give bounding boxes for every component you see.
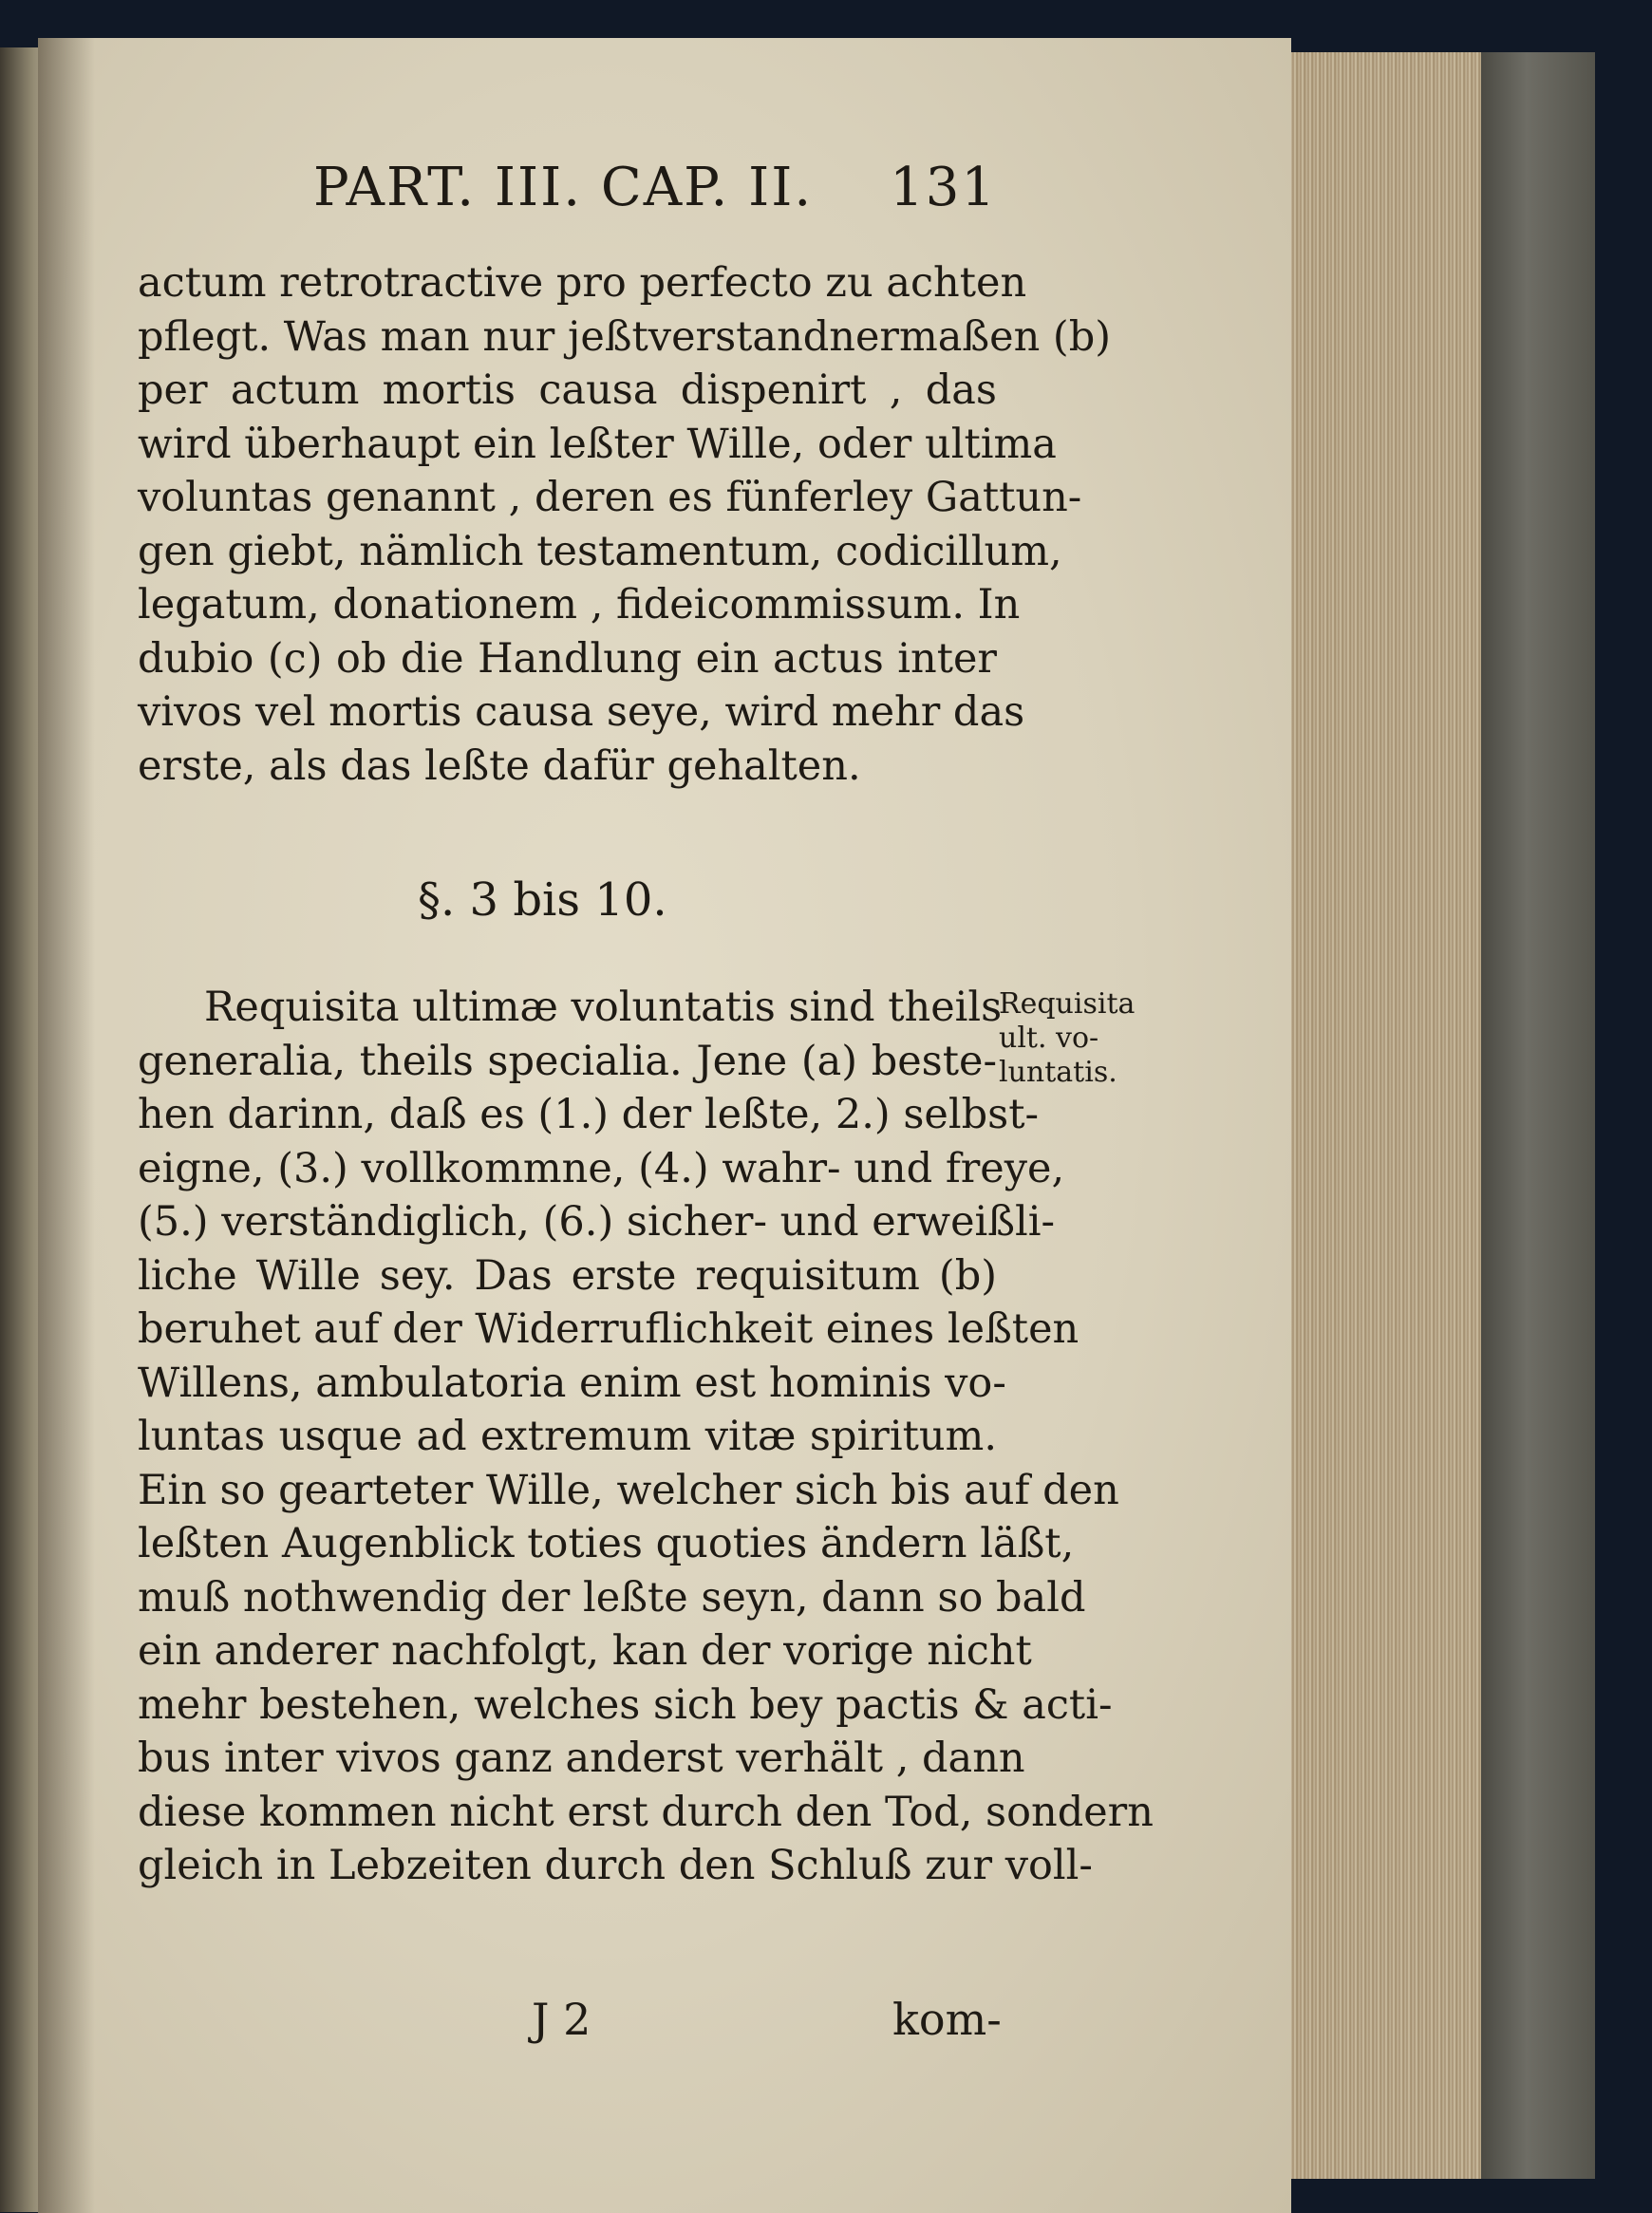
text-line: vivos vel mortis causa seye, wird mehr das	[138, 688, 1025, 736]
page-gutter-shadow	[38, 38, 95, 2213]
text-line: (5.) verständiglich, (6.) sicher- und erweißli-	[138, 1198, 1056, 1246]
text-line: hen darinn, daß es (1.) der leßte, 2.) selbst-	[138, 1091, 1040, 1138]
text-line: actum retrotractive pro perfecto zu achten	[138, 259, 1027, 307]
text-line: gen giebt, nämlich testamentum, codicillum,	[138, 527, 1062, 575]
marginal-note-line: ult. vo-	[999, 1022, 1099, 1055]
text-line: erste, als das leßte dafür gehalten.	[138, 741, 861, 790]
text-line: leßten Augenblick toties quoties ändern läßt,	[138, 1520, 1075, 1567]
marginal-note-line: luntatis.	[999, 1056, 1117, 1089]
text-line: Willens, ambulatoria enim est hominis vo-	[138, 1359, 1006, 1407]
running-title: PART. III. CAP. II.	[313, 157, 814, 218]
text-line: generalia, theils specialia. Jene (a) beste-	[138, 1037, 997, 1085]
book-cover	[1481, 52, 1595, 2179]
signature-mark: J 2	[532, 1994, 591, 2045]
text-line: Requisita ultimæ voluntatis sind theils	[204, 984, 1003, 1031]
text-line: bus inter vivos ganz anderst verhält , dann	[138, 1735, 1025, 1782]
text-line: luntas usque ad extremum vitæ spiritum.	[138, 1413, 997, 1460]
catchword: kom-	[892, 1994, 1002, 2045]
text-line: gleich in Lebzeiten durch den Schluß zur voll-	[138, 1842, 1093, 1889]
marginal-note-line: Requisita	[999, 987, 1136, 1021]
text-line: mehr bestehen, welches sich bey pactis & acti-	[138, 1680, 1113, 1729]
page-block-edges	[1291, 52, 1491, 2179]
text-line: legatum, donationem , fideicommissum. In	[138, 581, 1021, 628]
text-line: voluntas genannt , deren es fünferley Gattun-	[138, 474, 1082, 521]
text-line: diese kommen nicht erst durch den Tod, sondern	[138, 1788, 1154, 1836]
section-heading: §. 3 bis 10.	[418, 873, 667, 927]
page-number: 131	[890, 157, 997, 218]
running-header	[313, 157, 1016, 233]
text-line: dubio (c) ob die Handlung ein actus inter	[138, 634, 997, 683]
text-line: muß nothwendig der leßte seyn, dann so bald	[138, 1573, 1086, 1622]
marginal-note	[999, 987, 1151, 1090]
text-line: per actum mortis causa dispenirt , das	[138, 366, 997, 414]
text-line: wird überhaupt ein leßter Wille, oder ultima	[138, 420, 1057, 468]
paragraph-1	[138, 256, 1112, 793]
text-line: beruhet auf der Widerruflichkeit eines leßten	[138, 1305, 1079, 1353]
text-line: Ein so gearteter Wille, welcher sich bis auf den	[138, 1466, 1119, 1514]
text-line: liche Wille sey. Das erste requisitum (b)	[138, 1251, 997, 1300]
text-line: ein anderer nachfolgt, kan der vorige nicht	[138, 1627, 1032, 1675]
text-line: pflegt. Was man nur jeßtverstandnermaßen (b)	[138, 312, 1112, 361]
text-line: eigne, (3.) vollkommne, (4.) wahr- und freye,	[138, 1144, 1065, 1192]
